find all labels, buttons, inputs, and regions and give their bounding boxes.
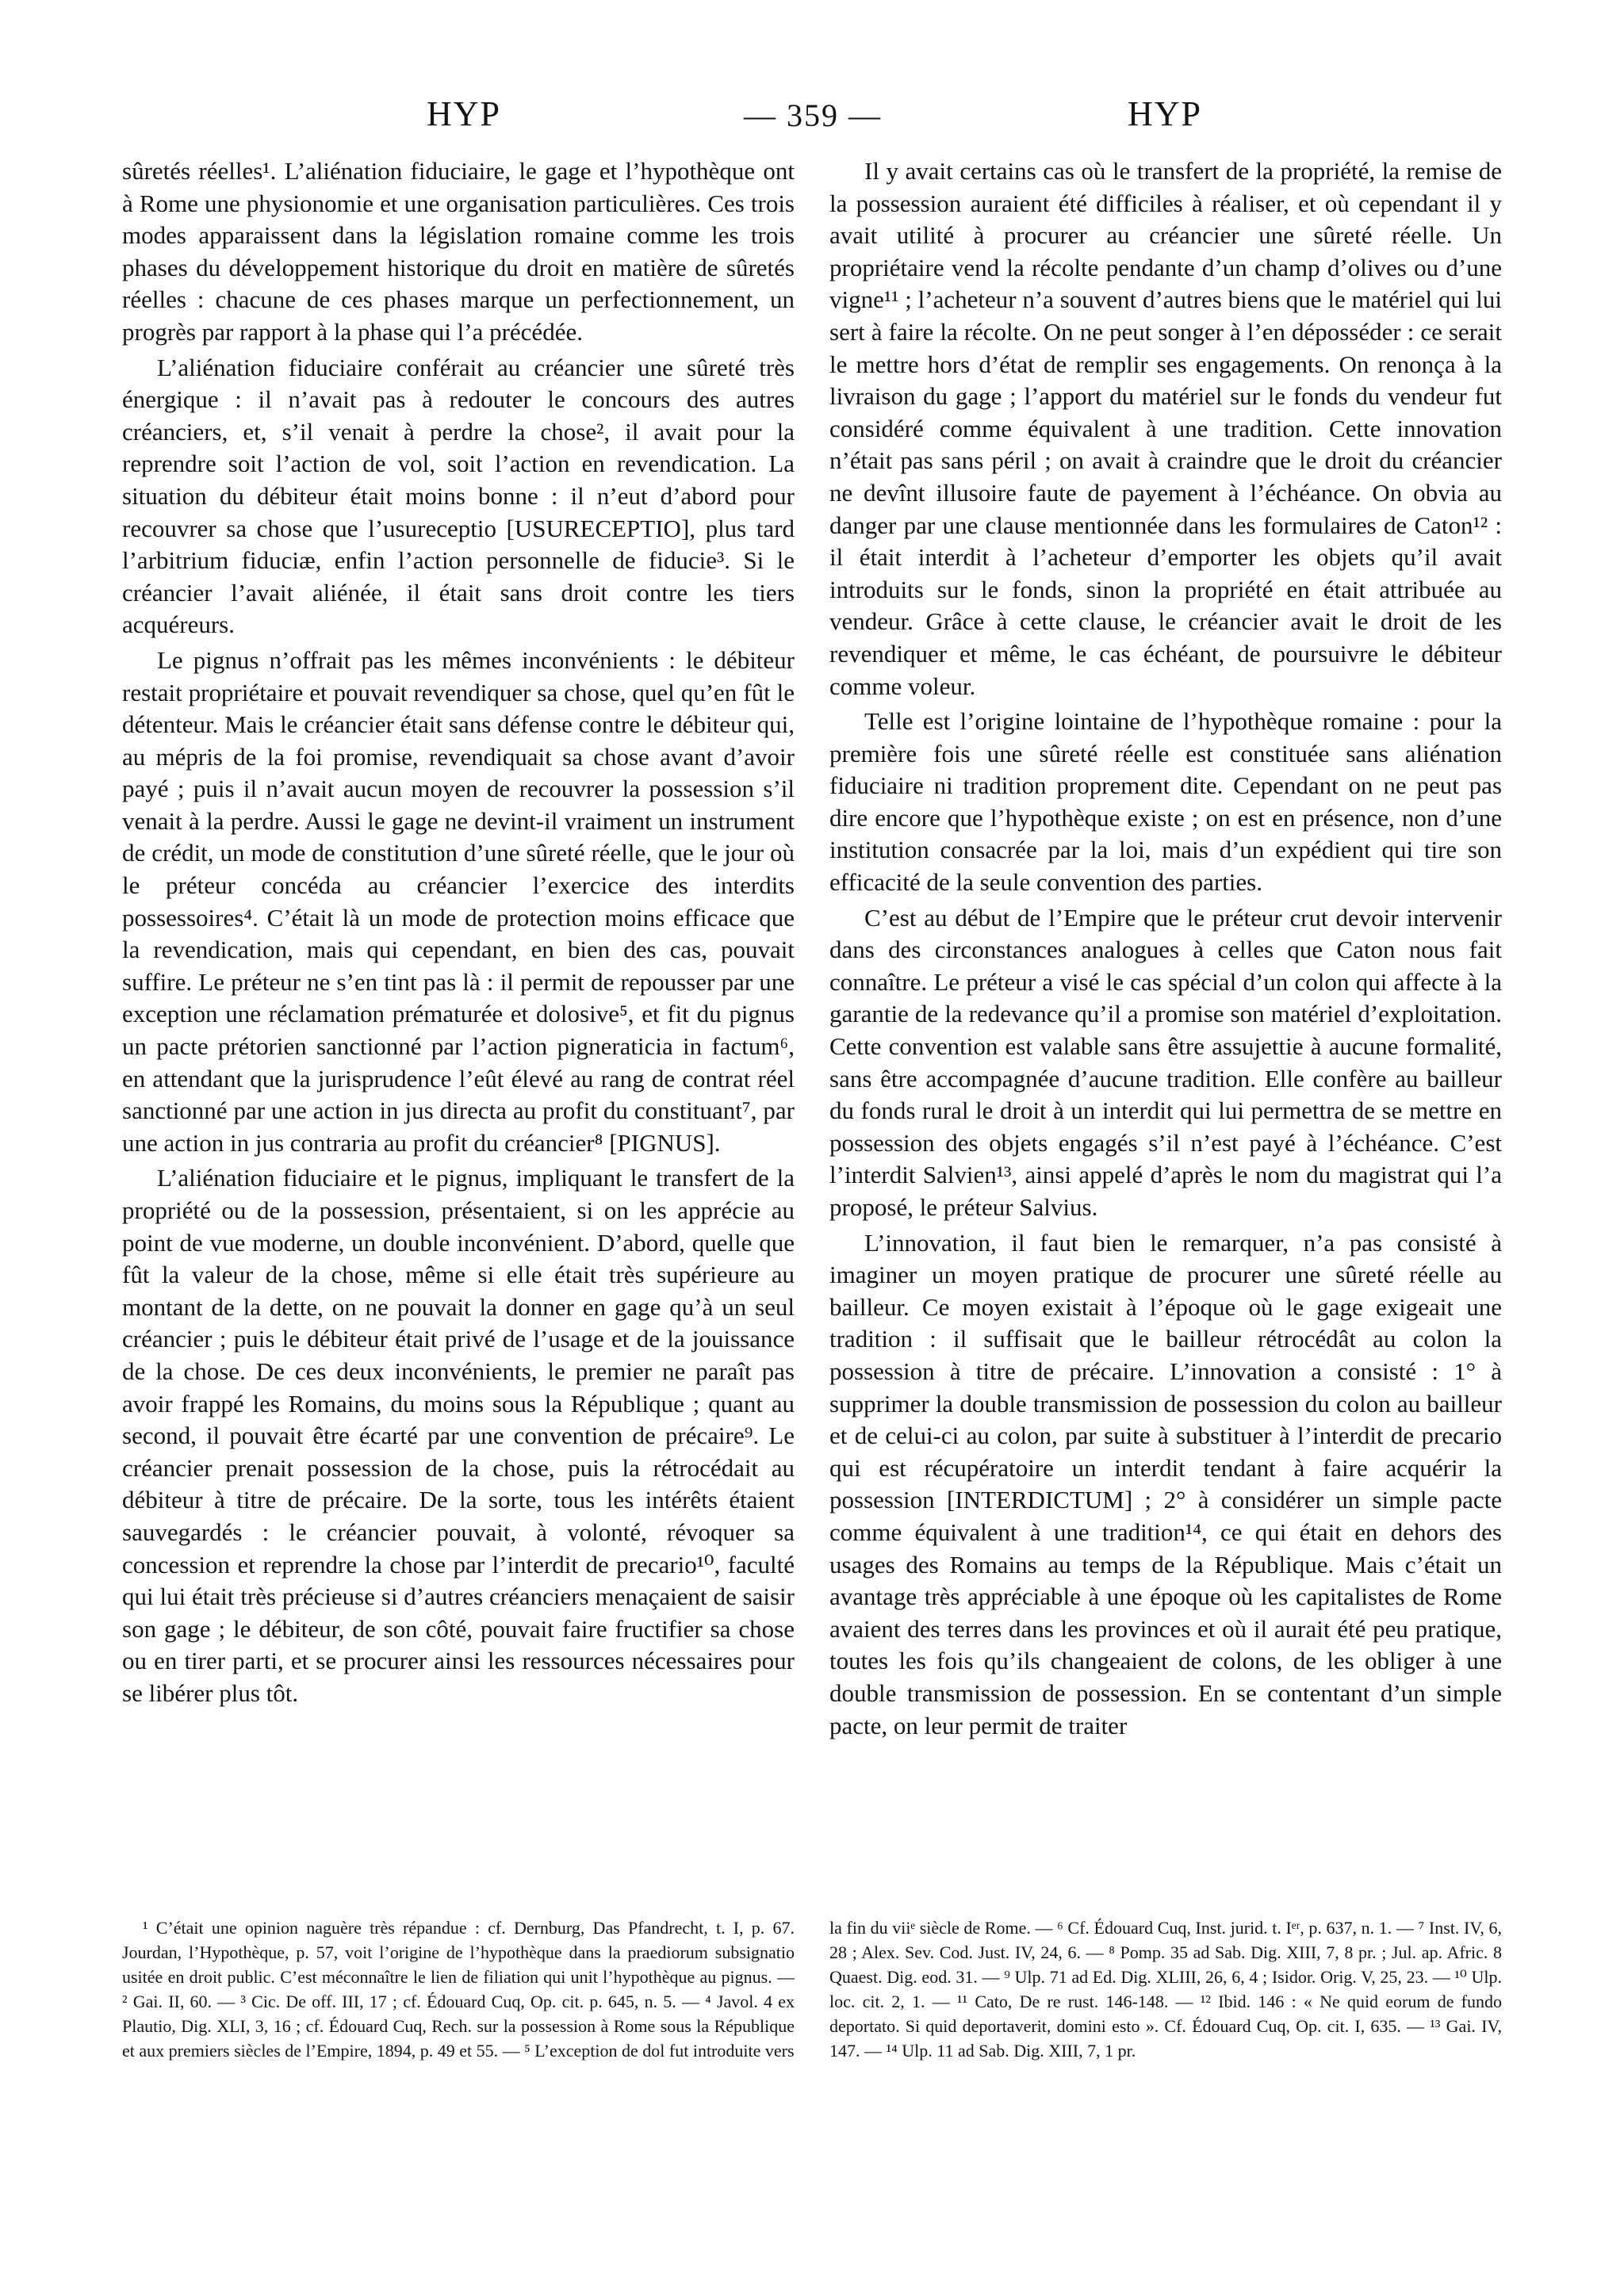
- paragraph: Il y avait certains cas où le transfert de la propriété, la remise de la possession auraient été difficiles à réaliser, et où cependant il y avait utilité à procurer au créancier une sûreté réelle. Un propriétaire vend la récolte pendante d’un champ d’olives ou d’une vigne¹¹ ; l’acheteur n’a souvent d’autres biens que le matériel qui lui sert à faire la récolte. On ne peut songer à l’en déposséder : ce serait le mettre hors d’état de remplir ses engagements. On renonça à la livraison du gage ; l’apport du matériel sur le fonds du vendeur fut considéré comme équivalent à une tradition. Cette innovation n’était pas sans péril ; on avait à craindre que le droit du créancier ne devînt illusoire faute de payement à l’échéance. On obvia au danger par une clause mentionnée dans les formulaires de Caton¹² : il était interdit à l’acheteur d’emporter les objets qu’il avait introduits sur le fonds, sinon la propriété en était attribuée au vendeur. Grâce à cette clause, le créancier avait le droit de les revendiquer et même, le cas échéant, de poursuivre le débiteur comme voleur.: [829, 157, 1502, 700]
- left-column: [122, 155, 795, 1713]
- footnotes-left: [122, 1915, 795, 2063]
- running-head-right: HYP: [1128, 94, 1203, 133]
- footnotes-right: [829, 1915, 1502, 2063]
- right-column: [829, 155, 1502, 1745]
- paragraph: L’aliénation fiduciaire et le pignus, impliquant le transfert de la propriété ou de la possession, présentaient, si on les apprécie au point de vue moderne, un double inconvénient. D’abord, quelle que fût la valeur de la chose, même si elle était très supérieure au montant de la dette, on ne pouvait la donner en gage qu’à un seul créancier ; puis le débiteur était privé de l’usage et de la jouissance de la chose. De ces deux inconvénients, le premier ne paraît pas avoir frappé les Romains, du moins sous la République ; quant au second, il pouvait être écarté par une convention de précaire⁹. Le créancier prenait possession de la chose, puis la rétrocédait au débiteur à titre de précaire. De la sorte, tous les intérêts étaient sauvegardés : le créancier pouvait, à volonté, révoquer sa concession et reprendre la chose par l’interdit de precario¹⁰, faculté qui lui était très précieuse si d’autres créanciers menaçaient de saisir son gage ; le débiteur, de son côté, pouvait faire fructifier sa chose ou en tirer parti, et se procurer ainsi les ressources nécessaires pour se libérer plus tôt.: [122, 1164, 795, 1707]
- paragraph: C’est au début de l’Empire que le préteur crut devoir intervenir dans des circonstances analogues à celles que Caton nous fait connaître. Le préteur a visé le cas spécial d’un colon qui affecte à la garantie de la redevance qu’il a promise son matériel d’exploitation. Cette convention est valable sans être assujettie à aucune formalité, sans être accompagnée d’aucune tradition. Elle confère au bailleur du fonds rural le droit à un interdit qui lui permettra de se mettre en possession des objets engagés s’il n’est payé à l’échéance. C’est l’interdit Salvien¹³, ainsi appelé d’après le nom du magistrat qui l’a proposé, le préteur Salvius.: [829, 903, 1502, 1221]
- paragraph: Telle est l’origine lointaine de l’hypothèque romaine : pour la première fois une sûreté réelle est constituée sans aliénation fiduciaire ni tradition proprement dite. Cependant on ne peut pas dire encore que l’hypothèque existe ; on est en présence, non d’une institution consacrée par la loi, mais d’un expédient qui tire son efficacité de la seule convention des parties.: [829, 707, 1502, 897]
- paragraph: Le pignus n’offrait pas les mêmes inconvénients : le débiteur restait propriétaire et pouvait revendiquer sa chose, quel qu’en fût le détenteur. Mais le créancier était sans défense contre le débiteur qui, au mépris de la foi promise, revendiquait sa chose avant d’avoir payé ; puis il n’avait aucun moyen de recouvrer la possession s’il venait à la perdre. Aussi le gage ne devint-il vraiment un instrument de crédit, un mode de constitution d’une sûreté réelle, que le jour où le préteur concéda au créancier l’exercice des interdits possessoires⁴. C’était là un mode de protection moins efficace que la revendication, mais qui cependant, en bien des cas, pouvait suffire. Le préteur ne s’en tint pas là : il permit de repousser par une exception une réclamation prématurée et dolosive⁵, et fit du pignus un pacte prétorien sanctionné par l’action pigneraticia in factum⁶, en attendant que la jurisprudence l’eût élevé au rang de contrat réel sanctionné par une action in jus directa au profit du constituant⁷, par une action in jus contraria au profit du créancier⁸ [PIGNUS].: [122, 645, 795, 1157]
- page-number: — 359 —: [744, 98, 882, 133]
- paragraph: L’innovation, il faut bien le remarquer, n’a pas consisté à imaginer un moyen pratique de procurer une sûreté réelle au bailleur. Ce moyen existait à l’époque où le gage exigeait une tradition : il suffisait que le bailleur rétrocédât au colon la possession à titre de précaire. L’innovation a consisté : 1° à supprimer la double transmission de possession du colon au bailleur et de celui-ci au colon, par suite à substituer à l’interdit de precario qui est récupératoire un interdit tendant à faire acquérir la possession [INTERDICTUM] ; 2° à considérer un simple pacte comme équivalent à une tradition¹⁴, ce qui était en dehors des usages des Romains au temps de la République. Mais c’était un avantage très appréciable à une époque où les capitalistes de Rome avaient des terres dans les provinces et où il aurait été peu pratique, toutes les fois qu’ils changeaient de colons, de les obliger à une double transmission de possession. En se contentant d’un simple pacte, on leur permit de traiter: [829, 1228, 1502, 1739]
- footnote-text: la fin du viiᵉ siècle de Rome. — ⁶ Cf. Édouard Cuq, Inst. jurid. t. Iᵉʳ, p. 637, n. 1. — ⁷ Inst. IV, 6, 28 ; Alex. Sev. Cod. Just. IV, 24, 6. — ⁸ Pomp. 35 ad Sab. Dig. XIII, 7, 8 pr. ; Jul. ap. Afric. 8 Quaest. Dig. eod. 31. — ⁹ Ulp. 71 ad Ed. Dig. XLIII, 26, 6, 4 ; Isidor. Orig. V, 25, 23. — ¹⁰ Ulp. loc. cit. 2, 1. — ¹¹ Cato, De re rust. 146-148. — ¹² Ibid. 146 : « Ne quid eorum de fundo deportato. Si quid deportaverit, domini esto ». Cf. Édouard Cuq, Op. cit. I, 635. — ¹³ Gai. IV, 147. — ¹⁴ Ulp. 11 ad Sab. Dig. XIII, 7, 1 pr.: [829, 1918, 1502, 2061]
- running-head-left: HYP: [427, 94, 502, 133]
- paragraph: sûretés réelles¹. L’aliénation fiduciaire, le gage et l’hypothèque ont à Rome une physionomie et une organisation particulières. Ces trois modes apparaissent dans la législation romaine comme les trois phases du développement historique du droit en matière de sûretés réelles : chacune de ces phases marque un perfectionnement, un progrès par rapport à la phase qui l’a précédée.: [122, 157, 795, 346]
- footnote-text: ¹ C’était une opinion naguère très répandue : cf. Dernburg, Das Pfandrecht, t. I, p. 67. Jourdan, l’Hypothèque, p. 57, voit l’origine de l’hypothèque dans la praediorum subsignatio usitée en droit public. C’est méconnaître le lien de filiation qui unit l’hypothèque au pignus. — ² Gai. II, 60. — ³ Cic. De off. III, 17 ; cf. Édouard Cuq, Op. cit. p. 645, n. 5. — ⁴ Javol. 4 ex Plautio, Dig. XLI, 3, 16 ; cf. Édouard Cuq, Rech. sur la possession à Rome sous la République et aux premiers siècles de l’Empire, 1894, p. 49 et 55. — ⁵ L’exception de dol fut introduite vers: [122, 1918, 795, 2061]
- paragraph: L’aliénation fiduciaire conférait au créancier une sûreté très énergique : il n’avait pas à redouter le concours des autres créanciers, et, s’il venait à perdre la chose², il avait pour la reprendre soit l’action de vol, soit l’action en revendication. La situation du débiteur était moins bonne : il n’eut d’abord pour recouvrer sa chose que l’usureceptio [USURECEPTIO], plus tard l’arbitrium fiduciæ, enfin l’action personnelle de fiducie³. Si le créancier l’avait aliénée, il était sans droit contre les tiers acquéreurs.: [122, 353, 795, 639]
